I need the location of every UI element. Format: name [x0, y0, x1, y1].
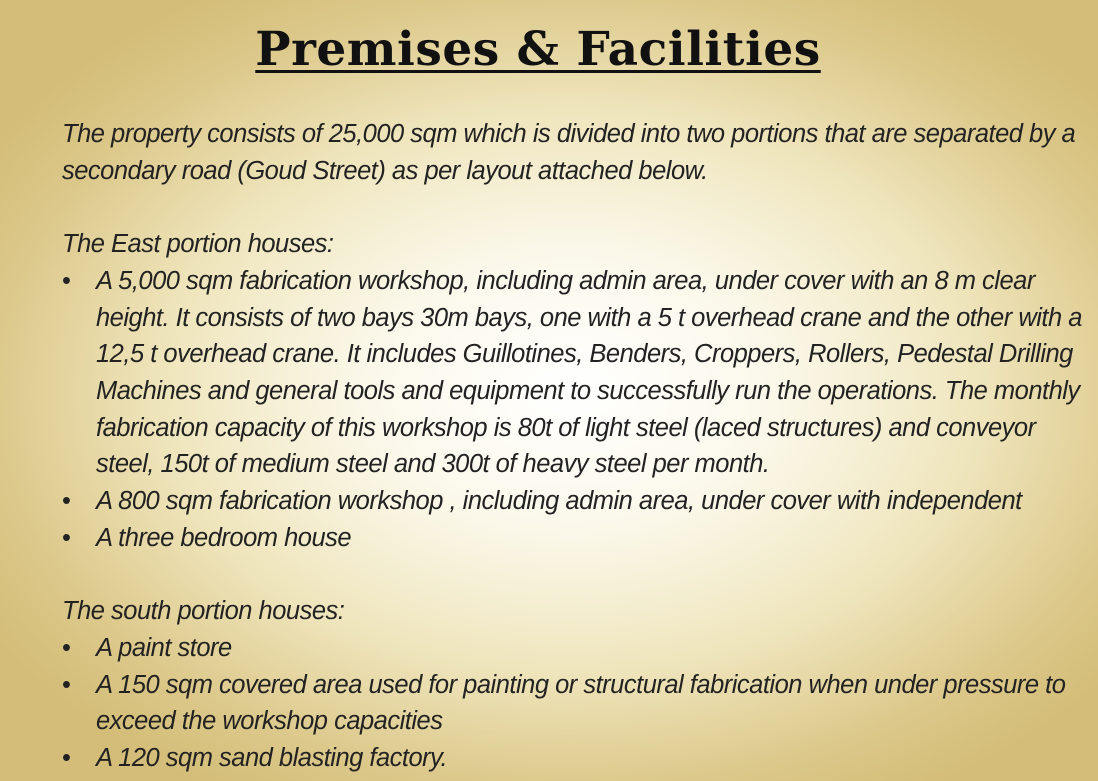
list-item-text: A paint store [96, 633, 232, 662]
list-item [62, 740, 1082, 777]
list-item-text: A three bedroom house [96, 523, 352, 552]
east-portion-heading: The East portion houses: [62, 230, 334, 259]
south-portion-heading: The south portion houses: [62, 597, 345, 626]
east-portion-list [62, 263, 1082, 557]
list-item-text: A 5,000 sqm fabrication workshop, including admin area, under cover with an 8 m clear height. It consists of two bays 30m bays, one with a 5 t overhead crane and the other with a 12,5 t overhead crane. It includes Guillotines, Benders, Croppers, Rollers, Pedestal Drilling Machines and general tools and equipment to successfully run the operations. The monthly fabrication capacity of this workshop is 80t of light steel (laced structures) and conveyor steel, 150t of medium steel and 300t of heavy steel per month. [96, 266, 1082, 479]
list-item-text: A 150 sqm covered area used for painting or structural fabrication when under pressure to exceed the workshop capacities [96, 670, 1066, 736]
list-item [62, 630, 1082, 667]
spacer [62, 189, 1082, 226]
spacer [62, 556, 1082, 593]
bullet-icon: • [62, 523, 71, 552]
bullet-icon: • [62, 670, 71, 699]
page-title: Premises & Facilities [255, 22, 821, 77]
south-portion-list [62, 630, 1082, 777]
list-item [62, 263, 1082, 483]
content-body [62, 116, 1082, 777]
list-item-text: A 800 sqm fabrication workshop , including admin area, under cover with independent [96, 487, 1022, 516]
bullet-icon: • [62, 743, 71, 772]
list-item [62, 483, 1082, 520]
list-item [62, 520, 1082, 557]
bullet-icon: • [62, 266, 71, 295]
bullet-icon: • [62, 633, 71, 662]
list-item [62, 667, 1082, 740]
intro-paragraph: The property consists of 25,000 sqm which is divided into two portions that are separated by a secondary road (Goud Street) as per layout attached below. [62, 120, 1076, 185]
bullet-icon: • [62, 487, 71, 516]
list-item-text: A 120 sqm sand blasting factory. [96, 743, 448, 772]
